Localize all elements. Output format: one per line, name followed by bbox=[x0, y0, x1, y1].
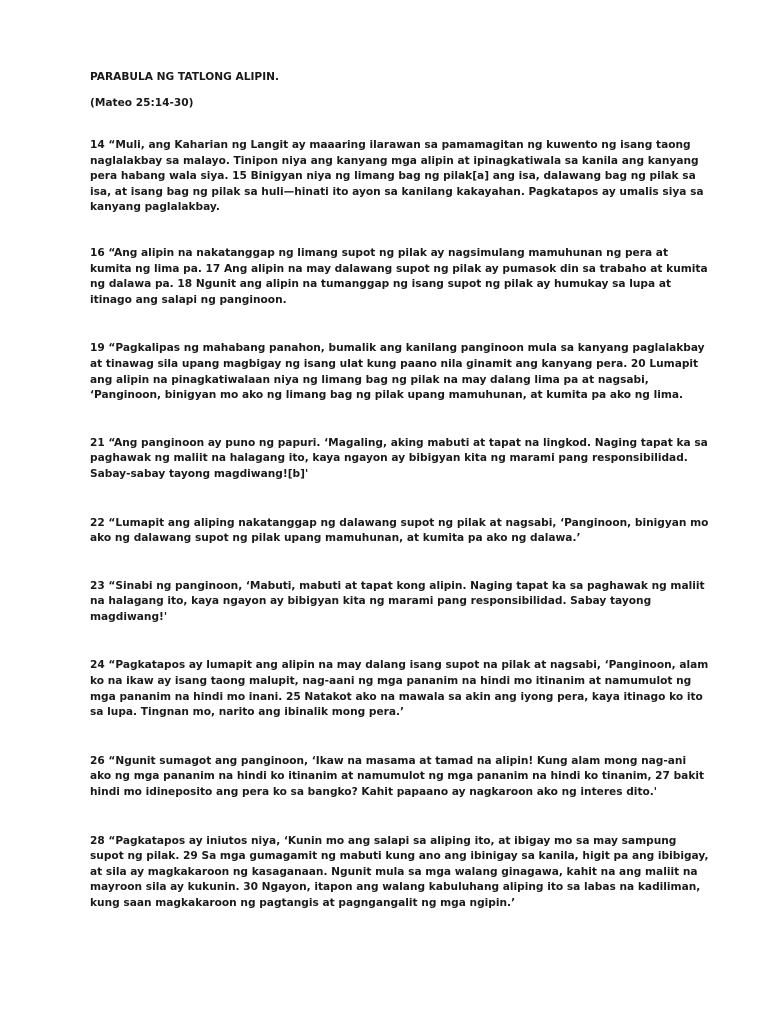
paragraph-verse-21 bbox=[90, 436, 708, 483]
text-line: kanyang paglalakbay. bbox=[90, 201, 220, 214]
paragraph-verse-23 bbox=[90, 579, 705, 626]
text-line: at tinawag sila upang magbigay ng isang ulat kung paano nila ginamit ang kanyang pera. 20 Lumapit bbox=[90, 357, 699, 370]
text-line: 26 “Ngunit sumagot ang panginoon, ‘Ikaw na masama at tamad na alipin! Kung alam mong nag-ani bbox=[90, 754, 687, 767]
text-line: 16 “Ang alipin na nakatanggap ng limang supot ng pilak ay nagsimulang mamuhunan ng pera at bbox=[90, 246, 669, 259]
text-line: hindi mo idineposito ang pera ko sa bangko? Kahit papaano ay nagkaroon ako ng interes dito.' bbox=[90, 786, 658, 799]
text-line: sa lupa. Tingnan mo, narito ang ibinalik mong pera.’ bbox=[90, 706, 405, 719]
paragraph-verse-22 bbox=[90, 516, 709, 547]
text-line: itinago ang salapi ng panginoon. bbox=[90, 293, 287, 306]
paragraph-verse-24 bbox=[90, 658, 709, 720]
paragraph-verse-28 bbox=[90, 834, 709, 912]
text-line: paghawak ng maliit na halagang ito, kaya ngayon ay bibigyan kita ng marami pang responsibilidad. bbox=[90, 452, 688, 465]
text-line: at sila ay magkakaroon ng kasaganaan. Ngunit mula sa mga walang ginagawa, kahit na ang maliit na bbox=[90, 865, 698, 878]
text-line: magdiwang!' bbox=[90, 610, 168, 623]
text-line: kung saan magkakaroon ng pagtangis at pagngangalit ng mga ngipin.’ bbox=[90, 897, 516, 909]
text-line: kumita ng lima pa. 17 Ang alipin na may dalawang supot ng pilak ay pumasok din sa trabaho at kumita bbox=[90, 262, 708, 275]
document-title: PARABULA NG TATLONG ALIPIN. bbox=[90, 71, 280, 83]
text-line: ang alipin na pinagkatiwalaan niya ng limang bag ng pilak na may dalang lima pa at nagsabi, bbox=[90, 373, 649, 386]
paragraph-verse-16 bbox=[90, 246, 708, 308]
text-line: 19 “Pagkalipas ng mahabang panahon, bumalik ang kanilang panginoon mula sa kanyang paglalakbay bbox=[90, 342, 705, 355]
text-line: na halagang ito, kaya ngayon ay bibigyan kita ng marami pang responsibilidad. Sabay tayong bbox=[90, 595, 652, 608]
scripture-reference: (Mateo 25:14-30) bbox=[90, 97, 194, 109]
text-line: 22 “Lumapit ang aliping nakatanggap ng dalawang supot ng pilak at nagsabi, ‘Panginoon, binigyan mo bbox=[90, 516, 709, 529]
text-line: 24 “Pagkatapos ay lumapit ang alipin na may dalang isang supot na pilak at nagsabi, ‘Panginoon, alam bbox=[90, 659, 709, 672]
paragraph-verse-26 bbox=[90, 754, 705, 801]
text-line: ko na ikaw ay isang taong malupit, nag-aani ng mga pananim na hindi mo itinanim at namumulot ng bbox=[90, 675, 692, 688]
text-line: pera habang wala siya. 15 Binigyan niya ng limang bag ng pilak[a] ang isa, dalawang bag ng pilak sa bbox=[90, 170, 696, 183]
text-line: ako ng dalawang supot ng pilak upang mamuhunan, at kumita pa ako ng dalawa.’ bbox=[90, 532, 581, 545]
text-line: supot ng pilak. 29 Sa mga gumagamit ng mabuti kung ano ang ibinigay sa kanila, higit pa ang ibibigay, bbox=[90, 850, 709, 863]
text-line: ako ng mga pananim na hindi ko itinanim at namumulot ng mga pananim na hindi ko tinanim, 27 bakit bbox=[90, 770, 705, 783]
text-line: 23 “Sinabi ng panginoon, ‘Mabuti, mabuti at tapat kong alipin. Naging tapat ka sa paghawak ng maliit bbox=[90, 579, 705, 592]
paragraph-verse-14 bbox=[90, 138, 704, 216]
text-line: mayroon sila ay kukunin. 30 Ngayon, itapon ang walang kabuluhang aliping ito sa labas na kadiliman, bbox=[90, 881, 701, 894]
document-body bbox=[90, 70, 709, 912]
text-line: naglalakbay sa malayo. Tinipon niya ang kanyang mga alipin at ipinagkatiwala sa kanila ang kanyang bbox=[90, 154, 699, 167]
text-line: Sabay-sabay tayong magdiwang![b]' bbox=[90, 467, 309, 480]
text-line: 21 “Ang panginoon ay puno ng papuri. ‘Magaling, aking mabuti at tapat na lingkod. Naging tapat ka sa bbox=[90, 436, 708, 449]
text-line: mga pananim na hindi mo inani. 25 Natakot ako na mawala sa akin ang iyong pera, kaya itinago ko ito bbox=[90, 690, 703, 703]
text-line: 14 “Muli, ang Kaharian ng Langit ay maaaring ilarawan sa pamamagitan ng kuwento ng isang taong bbox=[90, 139, 691, 151]
text-line: 28 “Pagkatapos ay iniutos niya, ‘Kunin mo ang salapi sa aliping ito, at ibigay mo sa may sampung bbox=[90, 834, 677, 847]
paragraph-verse-19 bbox=[90, 341, 705, 403]
text-line: ng dalawa pa. 18 Ngunit ang alipin na tumanggap ng isang supot ng pilak ay humukay sa lupa at bbox=[90, 278, 672, 291]
text-line: ‘Panginoon, binigyan mo ako ng limang bag ng pilak upang mamuhunan, at kumita pa ako ng lima. bbox=[90, 389, 684, 402]
text-line: isa, at isang bag ng pilak sa huli—hinati ito ayon sa kanilang kakayahan. Pagkatapos ay umalis siya sa bbox=[90, 185, 704, 198]
